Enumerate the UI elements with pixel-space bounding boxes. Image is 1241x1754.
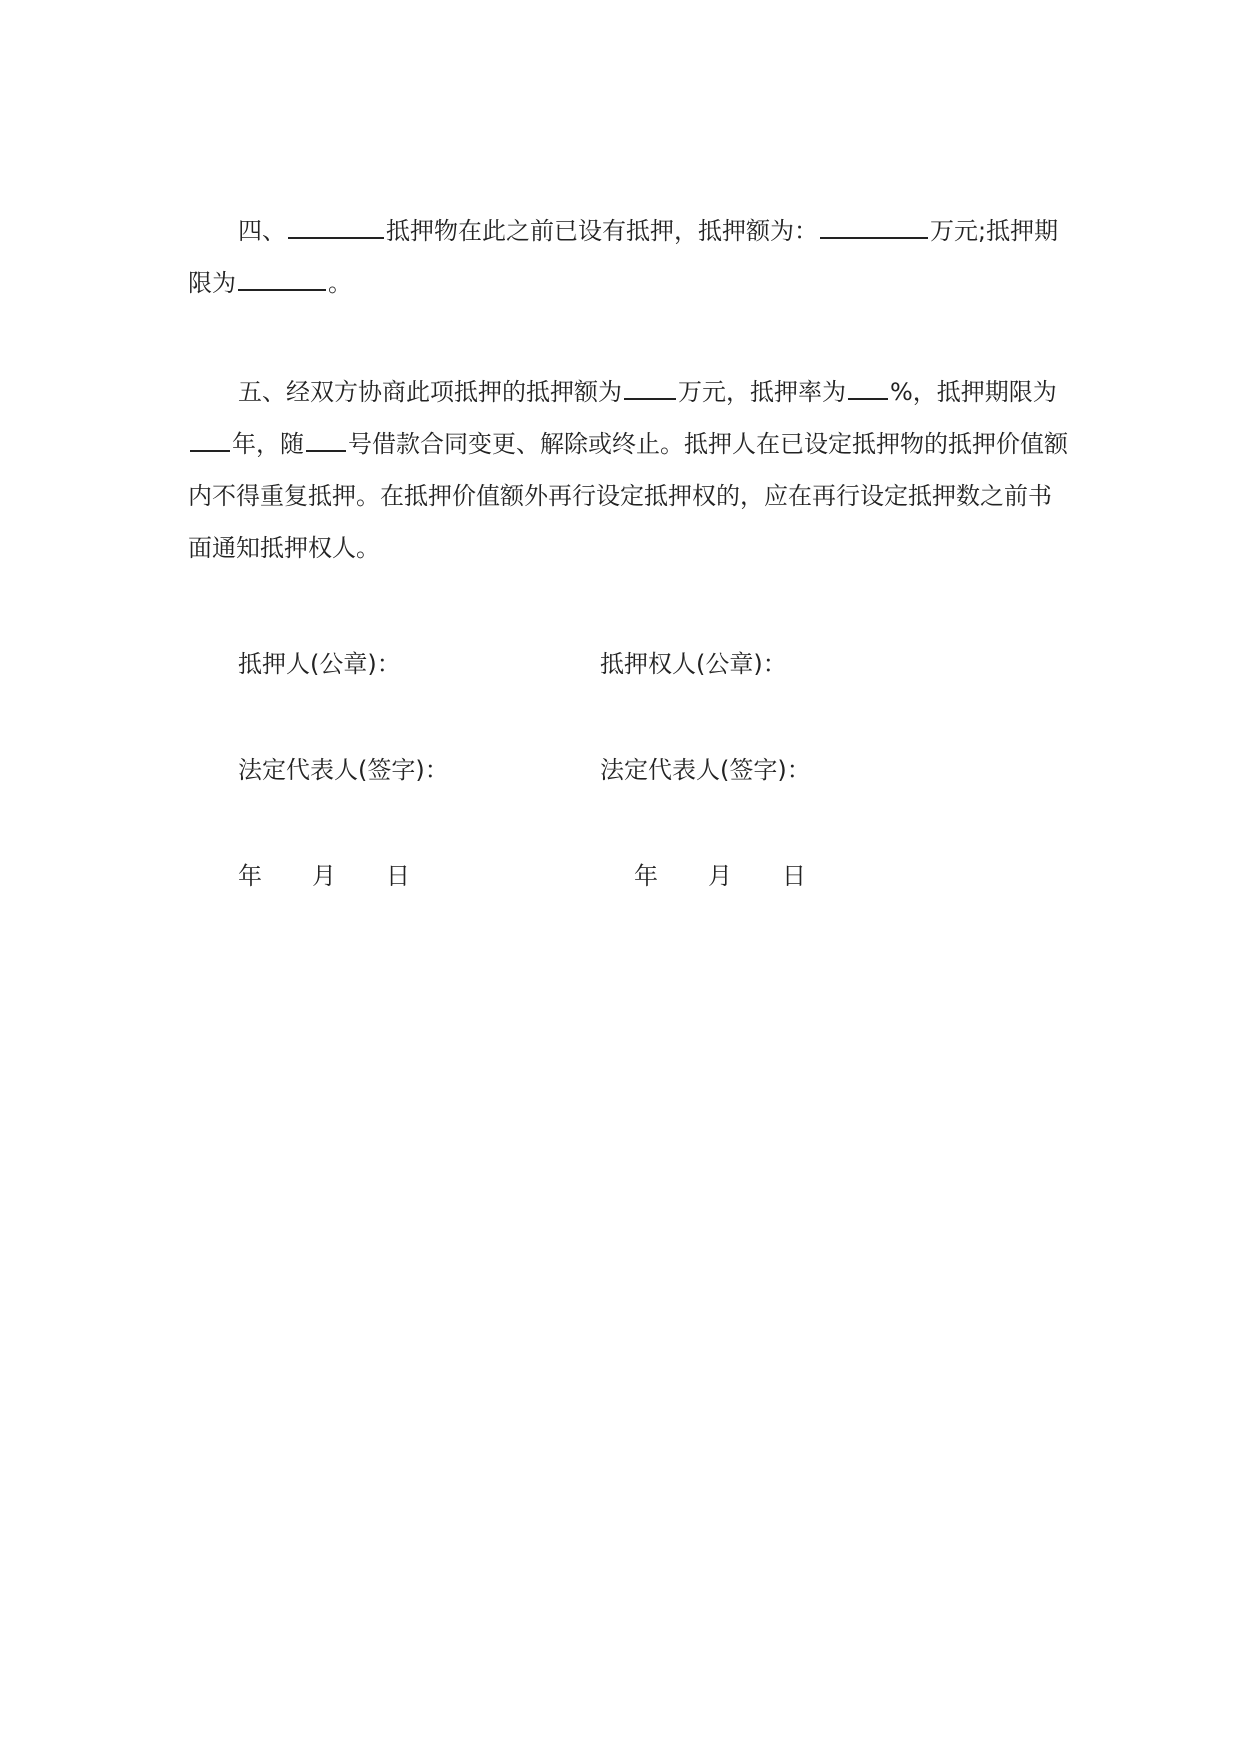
mortgagor-date-day: 日	[386, 862, 410, 890]
clause-four-end: 。	[328, 269, 352, 297]
mortgagor-legal-rep-label: 法定代表人(签字)：	[238, 756, 449, 784]
mortgagee-seal-label: 抵押权人(公章)：	[600, 650, 787, 678]
mortgagor-date-year: 年	[238, 862, 262, 890]
blank-prior-mortgage-amount	[820, 215, 928, 239]
clause-five-text-c: %，抵押期限为	[890, 378, 1057, 406]
mortgagor-date-month: 月	[312, 862, 336, 890]
blank-prior-mortgage-object	[288, 215, 384, 239]
mortgagor-seal-label: 抵押人(公章)：	[238, 650, 401, 678]
clause-four-number: 四、	[238, 217, 286, 245]
clause-four-text-a: 抵押物在此之前已设有抵押，抵押额为：	[386, 217, 818, 245]
clause-five-text-d: 年，随	[232, 430, 304, 458]
clause-five-text-b: 万元，抵押率为	[678, 378, 846, 406]
clause-four-text-b: 万元;抵押期限为	[188, 217, 1059, 297]
clause-four	[188, 205, 1068, 309]
mortgagee-legal-rep-label: 法定代表人(签字)：	[600, 756, 811, 784]
blank-mortgage-amount	[624, 376, 676, 400]
clause-five-text-e: 号借款合同变更、解除或终止。抵押人在已设定抵押物的抵押价值额内不得重复抵押。在抵押价值额外再行设定抵押权的，应在再行设定抵押数之前书面通知抵押权人。	[188, 430, 1068, 562]
blank-mortgage-rate	[848, 376, 888, 400]
mortgagee-date-day: 日	[782, 862, 806, 890]
clause-five-text-a: 五、经双方协商此项抵押的抵押额为	[238, 378, 622, 406]
blank-loan-contract-number	[306, 428, 346, 452]
blank-mortgage-term-years	[190, 428, 230, 452]
blank-prior-mortgage-term	[238, 267, 326, 291]
clause-five	[188, 366, 1068, 574]
mortgagee-date-month: 月	[708, 862, 732, 890]
mortgagee-date-year: 年	[634, 862, 658, 890]
